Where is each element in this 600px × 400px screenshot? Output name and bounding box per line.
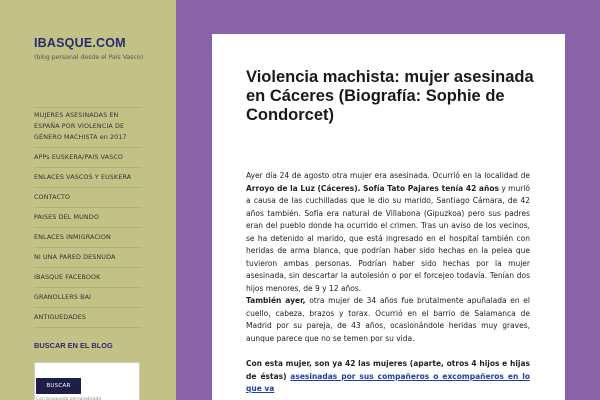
search-widget-title: BUSCAR EN EL BLOG (34, 341, 113, 350)
site-title[interactable]: IBASQUE.COM (34, 36, 126, 50)
search-widget (34, 362, 140, 400)
menu-item-paises-del-mundo[interactable]: PAISES DEL MUNDO (34, 208, 142, 228)
search-note: Con búsqueda personalizada (36, 397, 102, 400)
sidebar (0, 0, 176, 400)
menu-item-ibasque-facebook[interactable]: IBASQUE FACEBOOK (34, 268, 142, 288)
post-title[interactable]: Violencia machista: mujer asesinada en Cáceres (Biografía: Sophie de Condorcet) (246, 68, 534, 124)
main-menu (34, 107, 142, 328)
menu-item-apps-euskera[interactable]: APPs EUSKERA/PAIS VASCO (34, 148, 142, 168)
menu-item-contacto[interactable]: CONTACTO (34, 188, 142, 208)
paragraph-2 (246, 358, 530, 396)
menu-item-ni-una-pared[interactable]: NI UNA PARED DESNUDA (34, 248, 142, 268)
menu-item-granollers-bai[interactable]: GRANOLLERS BAI (34, 288, 142, 308)
bold-count: Con esta mujer, son ya 42 las mujeres (aparte, otros 4 hijos e hijas de éstas) (246, 359, 530, 381)
menu-item-mujeres-asesinadas[interactable]: MUJERES ASESINADAS EN ESPAÑA POR VIOLENCIA DE GÉNERO MACHISTA en 2017 (34, 108, 142, 148)
post-content (212, 34, 565, 400)
victims-link[interactable]: asesinadas por sus compañeros o excompañeros en lo que va (246, 371, 530, 393)
search-button[interactable]: BUSCAR (36, 378, 81, 394)
bold-tambien: También ayer, (246, 296, 306, 305)
bold-victim: Arroyo de la Luz (Cáceres). Sofía Tato Pajares tenía 42 años (246, 183, 499, 193)
menu-item-enlaces-vascos[interactable]: ENLACES VASCOS Y EUSKERA (34, 168, 142, 188)
site-description: (blog personal desde el País Vasco) (34, 54, 144, 61)
paragraph-1: Ayer día 24 de agosto otra mujer era asesinada. Ocurrió en la localidad de Arroyo de la Luz (Cáceres). Sofía Tato Pajares tenía 42 años y murió a causa de las cuchilladas que le dio su marido, Santiago Cámara, de 42 años también. Sofía era natural de Villabona (Gipuzkoa) pero sus padres eran del pueblo donde ha ocurrido el crimen. Tras un aviso de los vecinos, se ha detenido al marido, que está ingresado en el hospital también con heridas de arma blanca, que podrían haber sido hechas en la pelea que tuvieron ambas personas. Podrían haber sido hechas por la mujer asesinada, sin descartar la autolesión o por el forcejeo todavía. Tenían dos hijos menores, de 9 y 12 años. También ayer, otra mujer de 34 años fue brutalmente apuñalada en el cuello, cabeza, brazos y torax. Ocurrió en el barrio de Salamanca de Madrid por su pareja, de 43 años, ocasionándole heridas muy graves, aunque parece que no se temen por su vida. (246, 171, 531, 343)
post-body (246, 170, 530, 396)
menu-item-enlaces-inmigracion[interactable]: ENLACES INMIGRACION (34, 228, 142, 248)
menu-item-antiguedades[interactable]: ANTIGUEDADES (34, 308, 142, 328)
